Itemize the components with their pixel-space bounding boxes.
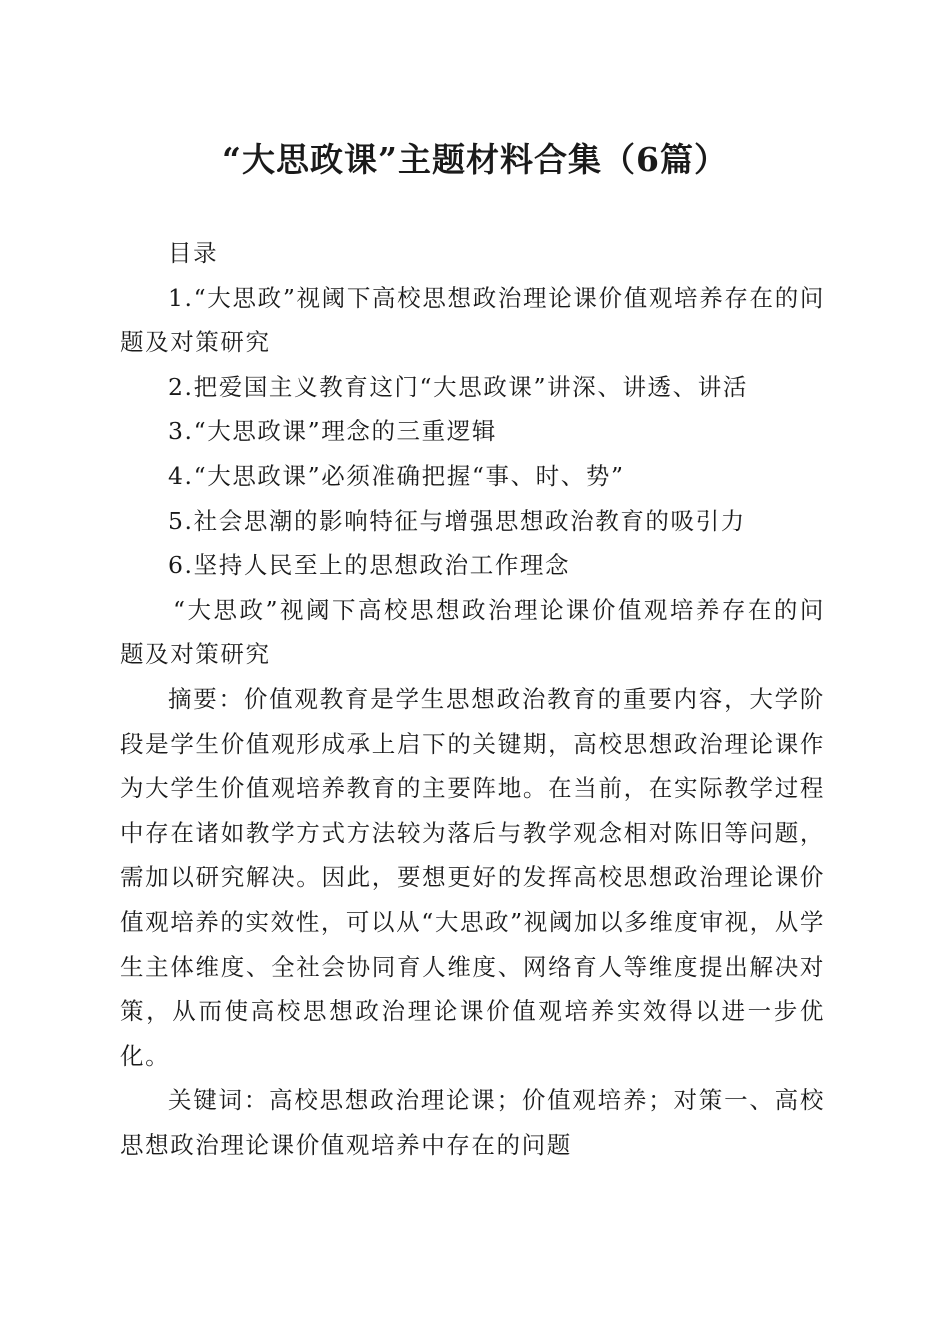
toc-item-1: 1.“大思政”视阈下高校思想政治理论课价值观培养存在的问题及对策研究 xyxy=(120,283,825,357)
toc-item-2: 2.把爱国主义教育这门“大思政课”讲深、讲透、讲活 xyxy=(168,372,748,401)
document-title: “大思政课”主题材料合集（6篇） xyxy=(222,140,728,179)
toc-item-4: 4.“大思政课”必须准确把握“事、时、势” xyxy=(168,461,625,490)
article-title: “大思政”视阈下高校思想政治理论课价值观培养存在的问题及对策研究 xyxy=(120,595,825,669)
toc-heading: 目录 xyxy=(168,239,219,267)
keywords-paragraph: 关键词：高校思想政治理论课；价值观培养；对策一、高校思想政治理论课价值观培养中存在的问题 xyxy=(120,1086,825,1159)
toc-item-5: 5.社会思潮的影响特征与增强思想政治教育的吸引力 xyxy=(168,506,746,535)
toc-item-6: 6.坚持人民至上的思想政治工作理念 xyxy=(168,551,571,580)
toc-item-3: 3.“大思政课”理念的三重逻辑 xyxy=(168,417,497,446)
abstract-paragraph: 摘要：价值观教育是学生思想政治教育的重要内容，大学阶段是学生价值观形成承上启下的关键期，高校思想政治理论课作为大学生价值观培养教育的主要阵地。在当前，在实际教学过程中存在诸如教学方式方法较为落后与教学观念相对陈旧等问题，需加以研究解决。因此，要想更好的发挥高校思想政治理论课价值观培养的实效性，可以从“大思政”视阈加以多维度审视，从学生主体维度、全社会协同育人维度、网络育人等维度提出解决对策，从而使高校思想政治理论课价值观培养实效得以进一步优化。 xyxy=(120,684,825,1070)
document-body xyxy=(120,231,825,1167)
